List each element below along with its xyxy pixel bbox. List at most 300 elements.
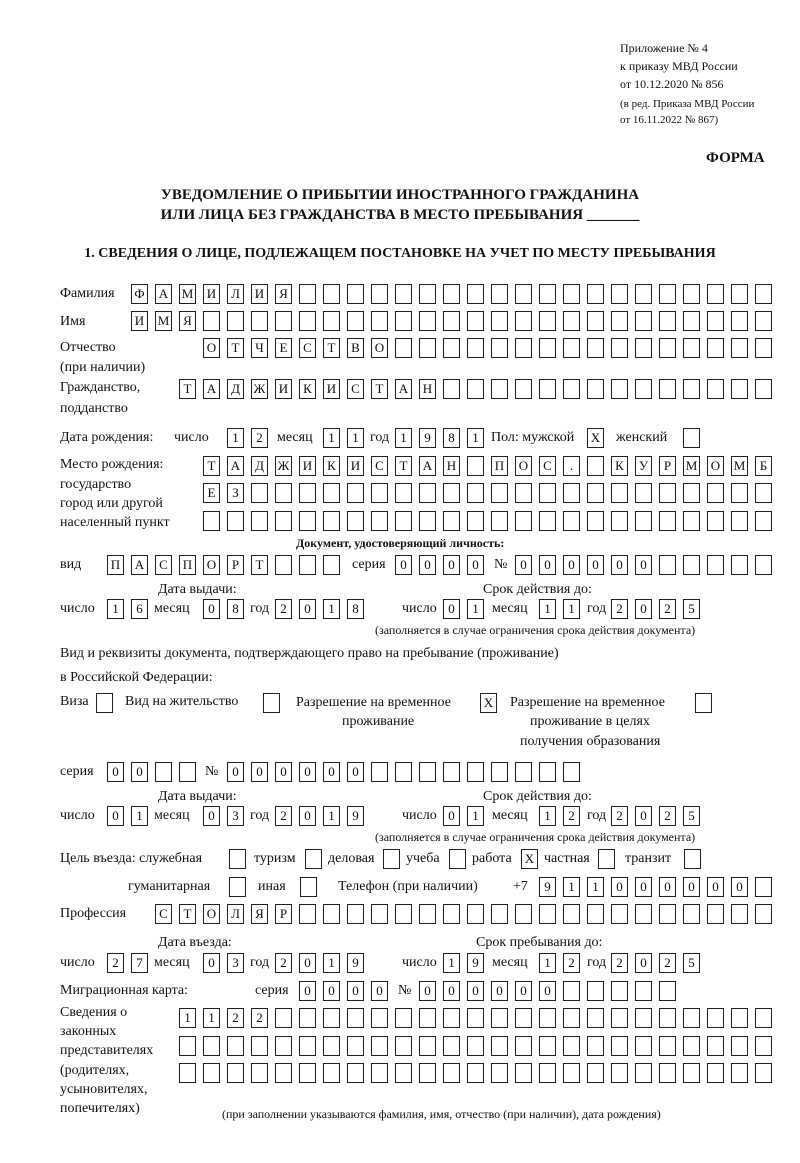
char-cell-citizenship[interactable]: Т [179,379,196,399]
char-cell-surname[interactable]: Ф [131,284,148,304]
char-cell-reps-row3[interactable] [203,1063,220,1083]
char-cell-birthplace-row3[interactable] [563,511,580,531]
char-cell-reps-row2[interactable] [395,1036,412,1056]
char-cell-citizenship[interactable]: Т [371,379,388,399]
char-cell-id-number[interactable] [707,555,724,575]
char-cell-id-kind[interactable]: Р [227,555,244,575]
char-cell-reps-row1[interactable]: 1 [179,1008,196,1028]
char-cell-reps-row1[interactable] [443,1008,460,1028]
char-cell-birthplace-row3[interactable] [347,511,364,531]
char-cell-id-issue-year[interactable]: 8 [347,599,364,619]
char-cell-citizenship[interactable]: Д [227,379,244,399]
char-cell-phone[interactable]: 1 [563,877,580,897]
char-cell-name[interactable] [371,311,388,331]
char-cell-citizenship[interactable]: И [275,379,292,399]
char-cell-reps-row1[interactable] [611,1008,628,1028]
char-cell-birthplace-row1[interactable]: С [371,456,388,476]
char-cell-stay-until-year[interactable]: 5 [683,953,700,973]
char-cell-patronymic[interactable] [587,338,604,358]
checkbox-purpose-humanitarian[interactable] [229,877,246,897]
char-cell-stay-valid-month[interactable]: 2 [563,806,580,826]
char-cell-patronymic[interactable]: Ч [251,338,268,358]
char-cell-name[interactable] [323,311,340,331]
char-cell-id-series[interactable]: 0 [395,555,412,575]
char-cell-reps-row3[interactable] [371,1063,388,1083]
char-cell-reps-row2[interactable] [275,1036,292,1056]
char-cell-patronymic[interactable] [731,338,748,358]
char-cell-id-issue-day[interactable]: 1 [107,599,124,619]
char-cell-birthplace-row3[interactable] [251,511,268,531]
char-cell-birthplace-row1[interactable]: О [707,456,724,476]
char-cell-birthplace-row1[interactable]: П [491,456,508,476]
char-cell-citizenship[interactable]: Н [419,379,436,399]
char-cell-reps-row2[interactable] [515,1036,532,1056]
char-cell-id-valid-month[interactable]: 1 [563,599,580,619]
char-cell-surname[interactable] [587,284,604,304]
char-cell-surname[interactable] [443,284,460,304]
char-cell-mig-number[interactable] [587,981,604,1001]
char-cell-reps-row1[interactable] [371,1008,388,1028]
char-cell-surname[interactable]: И [251,284,268,304]
char-cell-stay-number[interactable] [371,762,388,782]
char-cell-reps-row1[interactable] [683,1008,700,1028]
char-cell-citizenship[interactable] [611,379,628,399]
char-cell-id-number[interactable]: 0 [635,555,652,575]
char-cell-birthplace-row3[interactable] [755,511,772,531]
char-cell-id-number[interactable]: 0 [587,555,604,575]
char-cell-id-number[interactable]: 0 [563,555,580,575]
char-cell-stay-valid-year[interactable]: 5 [683,806,700,826]
char-cell-birthplace-row1[interactable]: И [299,456,316,476]
char-cell-phone[interactable]: 1 [587,877,604,897]
char-cell-profession[interactable] [443,904,460,924]
char-cell-name[interactable] [203,311,220,331]
char-cell-patronymic[interactable]: О [203,338,220,358]
char-cell-surname[interactable]: Л [227,284,244,304]
char-cell-reps-row3[interactable] [587,1063,604,1083]
char-cell-id-kind[interactable]: О [203,555,220,575]
char-cell-birthplace-row2[interactable] [539,483,556,503]
char-cell-profession[interactable] [395,904,412,924]
char-cell-patronymic[interactable] [683,338,700,358]
char-cell-birthplace-row2[interactable] [299,483,316,503]
char-cell-id-number[interactable] [755,555,772,575]
char-cell-stay-until-year[interactable]: 0 [635,953,652,973]
checkbox-purpose-work[interactable]: X [521,849,538,869]
char-cell-id-valid-year[interactable]: 0 [635,599,652,619]
char-cell-surname[interactable] [731,284,748,304]
char-cell-mig-number[interactable] [635,981,652,1001]
char-cell-patronymic[interactable] [611,338,628,358]
char-cell-id-kind[interactable] [299,555,316,575]
char-cell-mig-number[interactable]: 0 [539,981,556,1001]
char-cell-stay-series[interactable] [179,762,196,782]
char-cell-surname[interactable] [515,284,532,304]
char-cell-birthplace-row2[interactable] [611,483,628,503]
char-cell-birthplace-row3[interactable] [299,511,316,531]
char-cell-entry-month[interactable]: 0 [203,953,220,973]
char-cell-entry-year[interactable]: 0 [299,953,316,973]
char-cell-stay-until-year[interactable]: 2 [659,953,676,973]
char-cell-birthplace-row1[interactable]: О [515,456,532,476]
char-cell-birth-year[interactable]: 9 [419,428,436,448]
char-cell-id-kind[interactable]: П [179,555,196,575]
char-cell-name[interactable] [227,311,244,331]
char-cell-reps-row2[interactable] [755,1036,772,1056]
char-cell-name[interactable] [347,311,364,331]
char-cell-birthplace-row1[interactable]: С [539,456,556,476]
char-cell-patronymic[interactable]: О [371,338,388,358]
char-cell-patronymic[interactable]: Т [227,338,244,358]
char-cell-reps-row3[interactable] [467,1063,484,1083]
char-cell-birthplace-row3[interactable] [635,511,652,531]
char-cell-profession[interactable] [611,904,628,924]
char-cell-surname[interactable] [347,284,364,304]
char-cell-surname[interactable]: Я [275,284,292,304]
char-cell-id-valid-month[interactable]: 1 [539,599,556,619]
char-cell-birthplace-row2[interactable] [491,483,508,503]
char-cell-stay-number[interactable] [515,762,532,782]
char-cell-id-number[interactable] [731,555,748,575]
checkbox-purpose-study[interactable] [449,849,466,869]
char-cell-birthplace-row1[interactable]: Д [251,456,268,476]
char-cell-patronymic[interactable] [755,338,772,358]
char-cell-birthplace-row1[interactable]: К [323,456,340,476]
char-cell-id-issue-month[interactable]: 8 [227,599,244,619]
char-cell-patronymic[interactable] [491,338,508,358]
char-cell-patronymic[interactable] [467,338,484,358]
char-cell-stay-issue-year[interactable]: 0 [299,806,316,826]
char-cell-patronymic[interactable] [563,338,580,358]
char-cell-surname[interactable] [491,284,508,304]
char-cell-birthplace-row1[interactable]: И [347,456,364,476]
char-cell-id-number[interactable]: 0 [515,555,532,575]
char-cell-birthplace-row3[interactable] [587,511,604,531]
char-cell-reps-row1[interactable] [731,1008,748,1028]
checkbox-stay-temp-edu[interactable] [695,693,712,713]
char-cell-citizenship[interactable] [587,379,604,399]
char-cell-citizenship[interactable] [563,379,580,399]
char-cell-birthplace-row2[interactable] [347,483,364,503]
char-cell-birthplace-row2[interactable] [731,483,748,503]
char-cell-birthplace-row2[interactable]: З [227,483,244,503]
char-cell-reps-row3[interactable] [491,1063,508,1083]
char-cell-name[interactable] [635,311,652,331]
char-cell-reps-row3[interactable] [539,1063,556,1083]
char-cell-profession[interactable] [683,904,700,924]
char-cell-patronymic[interactable] [707,338,724,358]
char-cell-reps-row2[interactable] [491,1036,508,1056]
char-cell-surname[interactable] [467,284,484,304]
char-cell-name[interactable] [419,311,436,331]
char-cell-mig-number[interactable]: 0 [467,981,484,1001]
char-cell-profession[interactable]: Т [179,904,196,924]
checkbox-purpose-official[interactable] [229,849,246,869]
char-cell-birthplace-row1[interactable]: К [611,456,628,476]
char-cell-surname[interactable] [539,284,556,304]
char-cell-phone[interactable]: 9 [539,877,556,897]
char-cell-patronymic[interactable] [395,338,412,358]
char-cell-citizenship[interactable] [683,379,700,399]
char-cell-mig-number[interactable]: 0 [443,981,460,1001]
char-cell-stay-issue-year[interactable]: 9 [347,806,364,826]
char-cell-name[interactable] [251,311,268,331]
char-cell-birthplace-row1[interactable]: . [563,456,580,476]
char-cell-birthplace-row1[interactable]: Н [443,456,460,476]
char-cell-citizenship[interactable]: С [347,379,364,399]
char-cell-id-valid-year[interactable]: 2 [611,599,628,619]
char-cell-reps-row2[interactable] [467,1036,484,1056]
char-cell-name[interactable] [515,311,532,331]
char-cell-reps-row2[interactable] [683,1036,700,1056]
char-cell-birthplace-row2[interactable] [515,483,532,503]
char-cell-entry-month[interactable]: 3 [227,953,244,973]
char-cell-mig-number[interactable] [611,981,628,1001]
char-cell-patronymic[interactable] [659,338,676,358]
char-cell-surname[interactable] [371,284,388,304]
char-cell-reps-row3[interactable] [347,1063,364,1083]
checkbox-purpose-transit[interactable] [684,849,701,869]
char-cell-id-series[interactable]: 0 [443,555,460,575]
char-cell-reps-row2[interactable] [635,1036,652,1056]
char-cell-birthplace-row1[interactable]: А [419,456,436,476]
char-cell-mig-number[interactable]: 0 [515,981,532,1001]
char-cell-surname[interactable]: М [179,284,196,304]
char-cell-birthplace-row1[interactable]: Т [203,456,220,476]
char-cell-citizenship[interactable] [755,379,772,399]
char-cell-reps-row1[interactable]: 2 [227,1008,244,1028]
char-cell-profession[interactable]: О [203,904,220,924]
char-cell-birthplace-row3[interactable] [539,511,556,531]
char-cell-stay-issue-day[interactable]: 0 [107,806,124,826]
char-cell-reps-row2[interactable] [563,1036,580,1056]
char-cell-profession[interactable] [659,904,676,924]
char-cell-id-series[interactable]: 0 [419,555,436,575]
char-cell-name[interactable] [563,311,580,331]
char-cell-id-valid-day[interactable]: 0 [443,599,460,619]
char-cell-birthplace-row3[interactable] [731,511,748,531]
char-cell-birthplace-row2[interactable] [683,483,700,503]
char-cell-patronymic[interactable] [515,338,532,358]
char-cell-profession[interactable] [707,904,724,924]
char-cell-entry-year[interactable]: 9 [347,953,364,973]
char-cell-id-kind[interactable]: С [155,555,172,575]
char-cell-reps-row3[interactable] [227,1063,244,1083]
char-cell-profession[interactable]: Я [251,904,268,924]
char-cell-reps-row3[interactable] [611,1063,628,1083]
char-cell-birthplace-row3[interactable] [203,511,220,531]
char-cell-mig-series[interactable]: 0 [299,981,316,1001]
char-cell-phone[interactable]: 0 [659,877,676,897]
char-cell-mig-series[interactable]: 0 [323,981,340,1001]
char-cell-entry-day[interactable]: 2 [107,953,124,973]
char-cell-profession[interactable]: Л [227,904,244,924]
char-cell-stay-number[interactable] [395,762,412,782]
char-cell-stay-number[interactable] [539,762,556,782]
char-cell-stay-issue-day[interactable]: 1 [131,806,148,826]
char-cell-birthplace-row1[interactable]: Р [659,456,676,476]
char-cell-birthplace-row1[interactable]: М [731,456,748,476]
char-cell-reps-row1[interactable] [347,1008,364,1028]
char-cell-stay-number[interactable] [491,762,508,782]
checkbox-stay-visa[interactable] [96,693,113,713]
char-cell-birthplace-row1[interactable]: Б [755,456,772,476]
char-cell-id-issue-month[interactable]: 0 [203,599,220,619]
char-cell-surname[interactable] [707,284,724,304]
char-cell-citizenship[interactable] [443,379,460,399]
char-cell-reps-row1[interactable] [635,1008,652,1028]
char-cell-reps-row1[interactable] [587,1008,604,1028]
char-cell-birthplace-row2[interactable] [371,483,388,503]
char-cell-birthplace-row3[interactable] [491,511,508,531]
char-cell-phone[interactable]: 0 [611,877,628,897]
char-cell-phone[interactable]: 0 [683,877,700,897]
char-cell-id-issue-year[interactable]: 2 [275,599,292,619]
char-cell-reps-row2[interactable] [251,1036,268,1056]
char-cell-stay-valid-year[interactable]: 0 [635,806,652,826]
char-cell-name[interactable] [611,311,628,331]
char-cell-citizenship[interactable] [491,379,508,399]
char-cell-stay-valid-day[interactable]: 0 [443,806,460,826]
char-cell-stay-number[interactable]: 0 [299,762,316,782]
char-cell-stay-number[interactable] [443,762,460,782]
char-cell-birthplace-row2[interactable] [707,483,724,503]
char-cell-patronymic[interactable] [539,338,556,358]
char-cell-name[interactable] [443,311,460,331]
char-cell-reps-row1[interactable] [563,1008,580,1028]
char-cell-birthplace-row3[interactable] [443,511,460,531]
char-cell-patronymic[interactable] [635,338,652,358]
char-cell-citizenship[interactable]: А [395,379,412,399]
char-cell-id-kind[interactable] [275,555,292,575]
char-cell-reps-row3[interactable] [707,1063,724,1083]
char-cell-name[interactable] [755,311,772,331]
char-cell-reps-row1[interactable] [419,1008,436,1028]
char-cell-stay-until-day[interactable]: 1 [443,953,460,973]
char-cell-birthplace-row3[interactable] [707,511,724,531]
char-cell-reps-row3[interactable] [419,1063,436,1083]
char-cell-reps-row2[interactable] [707,1036,724,1056]
char-cell-reps-row2[interactable] [179,1036,196,1056]
char-cell-citizenship[interactable]: И [323,379,340,399]
char-cell-reps-row1[interactable]: 1 [203,1008,220,1028]
char-cell-reps-row1[interactable] [515,1008,532,1028]
char-cell-reps-row3[interactable] [731,1063,748,1083]
char-cell-name[interactable] [587,311,604,331]
char-cell-profession[interactable] [587,904,604,924]
char-cell-reps-row3[interactable] [323,1063,340,1083]
char-cell-stay-number[interactable]: 0 [275,762,292,782]
char-cell-reps-row2[interactable] [323,1036,340,1056]
char-cell-surname[interactable] [659,284,676,304]
char-cell-birth-year[interactable]: 1 [467,428,484,448]
char-cell-entry-year[interactable]: 1 [323,953,340,973]
char-cell-birthplace-row3[interactable] [419,511,436,531]
char-cell-reps-row1[interactable] [467,1008,484,1028]
char-cell-reps-row2[interactable] [203,1036,220,1056]
char-cell-id-valid-year[interactable]: 2 [659,599,676,619]
char-cell-id-number[interactable] [659,555,676,575]
char-cell-birth-day[interactable]: 1 [227,428,244,448]
char-cell-surname[interactable] [323,284,340,304]
char-cell-surname[interactable] [395,284,412,304]
char-cell-stay-valid-year[interactable]: 2 [611,806,628,826]
char-cell-id-kind[interactable] [323,555,340,575]
char-cell-name[interactable] [275,311,292,331]
char-cell-stay-series[interactable]: 0 [131,762,148,782]
char-cell-id-number[interactable]: 0 [611,555,628,575]
char-cell-reps-row3[interactable] [395,1063,412,1083]
char-cell-name[interactable] [659,311,676,331]
char-cell-stay-until-month[interactable]: 2 [563,953,580,973]
char-cell-mig-number[interactable]: 0 [491,981,508,1001]
char-cell-birthplace-row2[interactable] [563,483,580,503]
char-cell-patronymic[interactable] [419,338,436,358]
char-cell-id-number[interactable] [683,555,700,575]
char-cell-id-number[interactable]: 0 [539,555,556,575]
char-cell-name[interactable]: И [131,311,148,331]
char-cell-name[interactable] [707,311,724,331]
char-cell-reps-row3[interactable] [683,1063,700,1083]
char-cell-birthplace-row2[interactable] [659,483,676,503]
checkbox-stay-residence[interactable] [263,693,280,713]
char-cell-name[interactable] [731,311,748,331]
char-cell-id-valid-year[interactable]: 5 [683,599,700,619]
char-cell-birth-day[interactable]: 2 [251,428,268,448]
char-cell-birthplace-row2[interactable] [755,483,772,503]
char-cell-patronymic[interactable]: В [347,338,364,358]
char-cell-citizenship[interactable] [659,379,676,399]
char-cell-reps-row3[interactable] [635,1063,652,1083]
char-cell-citizenship[interactable] [467,379,484,399]
char-cell-name[interactable] [491,311,508,331]
checkbox-stay-temp-res[interactable]: X [480,693,497,713]
char-cell-reps-row2[interactable] [539,1036,556,1056]
char-cell-profession[interactable] [515,904,532,924]
char-cell-profession[interactable] [755,904,772,924]
char-cell-stay-until-year[interactable]: 2 [611,953,628,973]
char-cell-stay-number[interactable]: 0 [323,762,340,782]
char-cell-reps-row3[interactable] [299,1063,316,1083]
char-cell-stay-series[interactable]: 0 [107,762,124,782]
char-cell-stay-number[interactable]: 0 [227,762,244,782]
char-cell-birthplace-row3[interactable] [371,511,388,531]
char-cell-citizenship[interactable] [731,379,748,399]
char-cell-birthplace-row2[interactable] [275,483,292,503]
char-cell-reps-row1[interactable] [707,1008,724,1028]
char-cell-profession[interactable] [323,904,340,924]
char-cell-birthplace-row3[interactable] [323,511,340,531]
char-cell-birthplace-row1[interactable] [587,456,604,476]
char-cell-surname[interactable] [683,284,700,304]
char-cell-stay-number[interactable]: 0 [251,762,268,782]
char-cell-birthplace-row2[interactable] [323,483,340,503]
char-cell-patronymic[interactable]: Е [275,338,292,358]
char-cell-birthplace-row2[interactable] [635,483,652,503]
char-cell-id-kind[interactable]: П [107,555,124,575]
char-cell-stay-until-month[interactable]: 1 [539,953,556,973]
char-cell-birthplace-row3[interactable] [227,511,244,531]
char-cell-citizenship[interactable] [707,379,724,399]
char-cell-reps-row1[interactable] [323,1008,340,1028]
char-cell-name[interactable]: Я [179,311,196,331]
char-cell-stay-number[interactable]: 0 [347,762,364,782]
char-cell-name[interactable] [539,311,556,331]
char-cell-reps-row2[interactable] [659,1036,676,1056]
char-cell-reps-row2[interactable] [371,1036,388,1056]
char-cell-id-series[interactable]: 0 [467,555,484,575]
char-cell-birthplace-row1[interactable]: У [635,456,652,476]
